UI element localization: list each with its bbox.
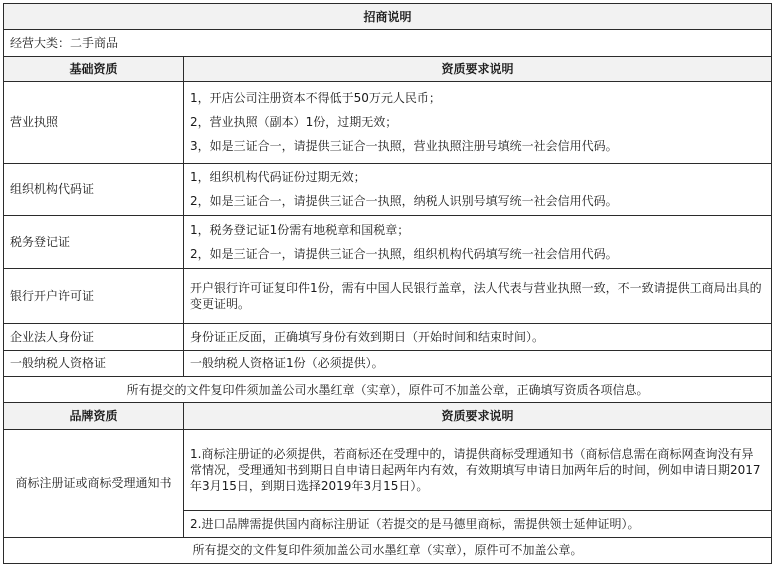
row-detail-legal-id: 身份证正反面，正确填写身份有效到期日（开始时间和结束时间）。	[184, 324, 772, 350]
brand-header-row	[4, 403, 772, 429]
table-row	[4, 82, 772, 163]
brand-note-row	[4, 537, 772, 563]
detail-line: 3，如是三证合一，请提供三证合一执照，营业执照注册号填统一社会信用代码。	[190, 139, 618, 154]
detail-line: 2，如是三证合一，请提供三证合一执照，纳税人识别号填写统一社会信用代码。	[190, 194, 618, 209]
brand-requirement-header: 资质要求说明	[184, 403, 772, 429]
row-detail-trademark-2: 2.进口品牌需提供国内商标注册证（若提交的是马德里商标，需提供领士延伸证明）。	[184, 511, 772, 537]
row-label-trademark: 商标注册证或商标受理通知书	[4, 429, 184, 537]
detail-line: 1，开店公司注册资本不得低于50万元人民币；	[190, 91, 441, 106]
merchant-requirements-table	[3, 3, 772, 564]
brand-qualification-header: 品牌资质	[4, 403, 184, 429]
detail-line: 2，营业执照（副本）1份，过期无效；	[190, 115, 398, 130]
table-row	[4, 350, 772, 376]
brand-note: 所有提交的文件复印件须加盖公司水墨红章（实章），原件可不加盖公章。	[4, 537, 772, 563]
row-detail-org-code	[184, 163, 772, 216]
row-detail-business-license	[184, 82, 772, 163]
row-detail-bank-permit: 开户银行许可证复印件1份，需有中国人民银行盖章，法人代表与营业执照一致，不一致请提供工商局出具的变更证明。	[184, 269, 772, 324]
table-row	[4, 429, 772, 510]
title-row	[4, 4, 772, 30]
basic-note-row	[4, 376, 772, 402]
detail-line: 1，税务登记证1份需有地税章和国税章；	[190, 223, 410, 238]
basic-note: 所有提交的文件复印件须加盖公司水墨红章（实章），原件可不加盖公章，正确填写资质各项信息。	[4, 376, 772, 402]
detail-line: 1，组织机构代码证份过期无效；	[190, 170, 366, 185]
row-detail-general-taxpayer: 一般纳税人资格证1份（必须提供）。	[184, 350, 772, 376]
table-row	[4, 324, 772, 350]
row-label-legal-id: 企业法人身份证	[4, 324, 184, 350]
row-label-general-taxpayer: 一般纳税人资格证	[4, 350, 184, 376]
table-title: 招商说明	[4, 4, 772, 30]
table-row	[4, 216, 772, 269]
row-label-bank-permit: 银行开户许可证	[4, 269, 184, 324]
business-category: 经营大类：二手商品	[4, 30, 772, 56]
basic-header-row	[4, 56, 772, 81]
table-row	[4, 269, 772, 324]
requirement-header: 资质要求说明	[184, 56, 772, 81]
row-label-org-code: 组织机构代码证	[4, 163, 184, 216]
basic-qualification-header: 基础资质	[4, 56, 184, 81]
table-row	[4, 163, 772, 216]
row-label-tax-registration: 税务登记证	[4, 216, 184, 269]
row-detail-trademark-1: 1.商标注册证的必须提供，若商标还在受理中的，请提供商标受理通知书（商标信息需在商标网查询没有异常情况，受理通知书到期日自申请日起两年内有效，有效期填写申请日加两年后的时间，例如申请日期2017年3月15日，到期日选择2019年3月15日）。	[184, 429, 772, 510]
category-row	[4, 30, 772, 56]
detail-line: 2，如是三证合一，请提供三证合一执照，组织机构代码填写统一社会信用代码。	[190, 247, 618, 262]
row-label-business-license: 营业执照	[4, 82, 184, 163]
row-detail-tax-registration	[184, 216, 772, 269]
